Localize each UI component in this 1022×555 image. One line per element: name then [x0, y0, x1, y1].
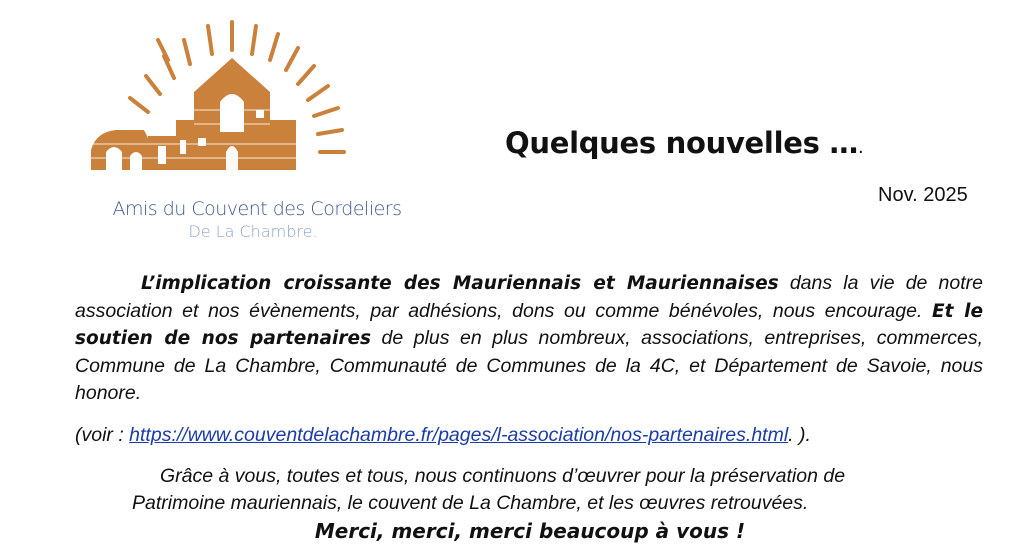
partners-link-line: [75, 424, 811, 447]
intro-paragraph: [75, 270, 983, 408]
highlight-partners: Et le soutien de nos partenaires: [75, 300, 984, 349]
partners-link[interactable]: https://www.couventdelachambre.fr/pages/l-association/nos-partenaires.html: [129, 424, 789, 446]
highlight-implication: L’implication croissante des Mauriennais et Mauriennaises: [141, 273, 779, 294]
voir-suffix: . ).: [788, 424, 811, 446]
thank-you-line: Merci, merci, merci beaucoup à vous !: [314, 519, 746, 543]
voir-prefix: (voir :: [75, 424, 130, 446]
gratitude-line-2: Patrimoine mauriennais, le couvent de La Chambre, et les œuvres retrouvées.: [132, 492, 809, 514]
date-label: Nov. 2025: [878, 184, 968, 206]
logo-subname: De La Chambre.: [188, 222, 318, 241]
title-text: Quelques nouvelles …: [505, 126, 859, 160]
association-logo: [86, 20, 402, 245]
paragraph-text-1: dans la vie de notre association et nos évènements, par adhésions, dons ou comme bénévoles, nous encourage.: [75, 272, 983, 322]
gratitude-paragraph: [132, 463, 992, 517]
logo-name: Amis du Couvent des Cordeliers: [112, 198, 402, 220]
church-ruin-sun-icon: [86, 20, 386, 200]
paragraph-text-2: de plus en plus nombreux, associations, entreprises, commerces, Commune de La Chambre, Communauté de Communes de la 4C, et Département de Savoie, nous honore.: [75, 327, 983, 404]
page-title: [505, 126, 863, 160]
title-dot: .: [858, 137, 864, 158]
gratitude-line-1: Grâce à vous, toutes et tous, nous continuons d’œuvrer pour la préservation de: [160, 465, 846, 487]
